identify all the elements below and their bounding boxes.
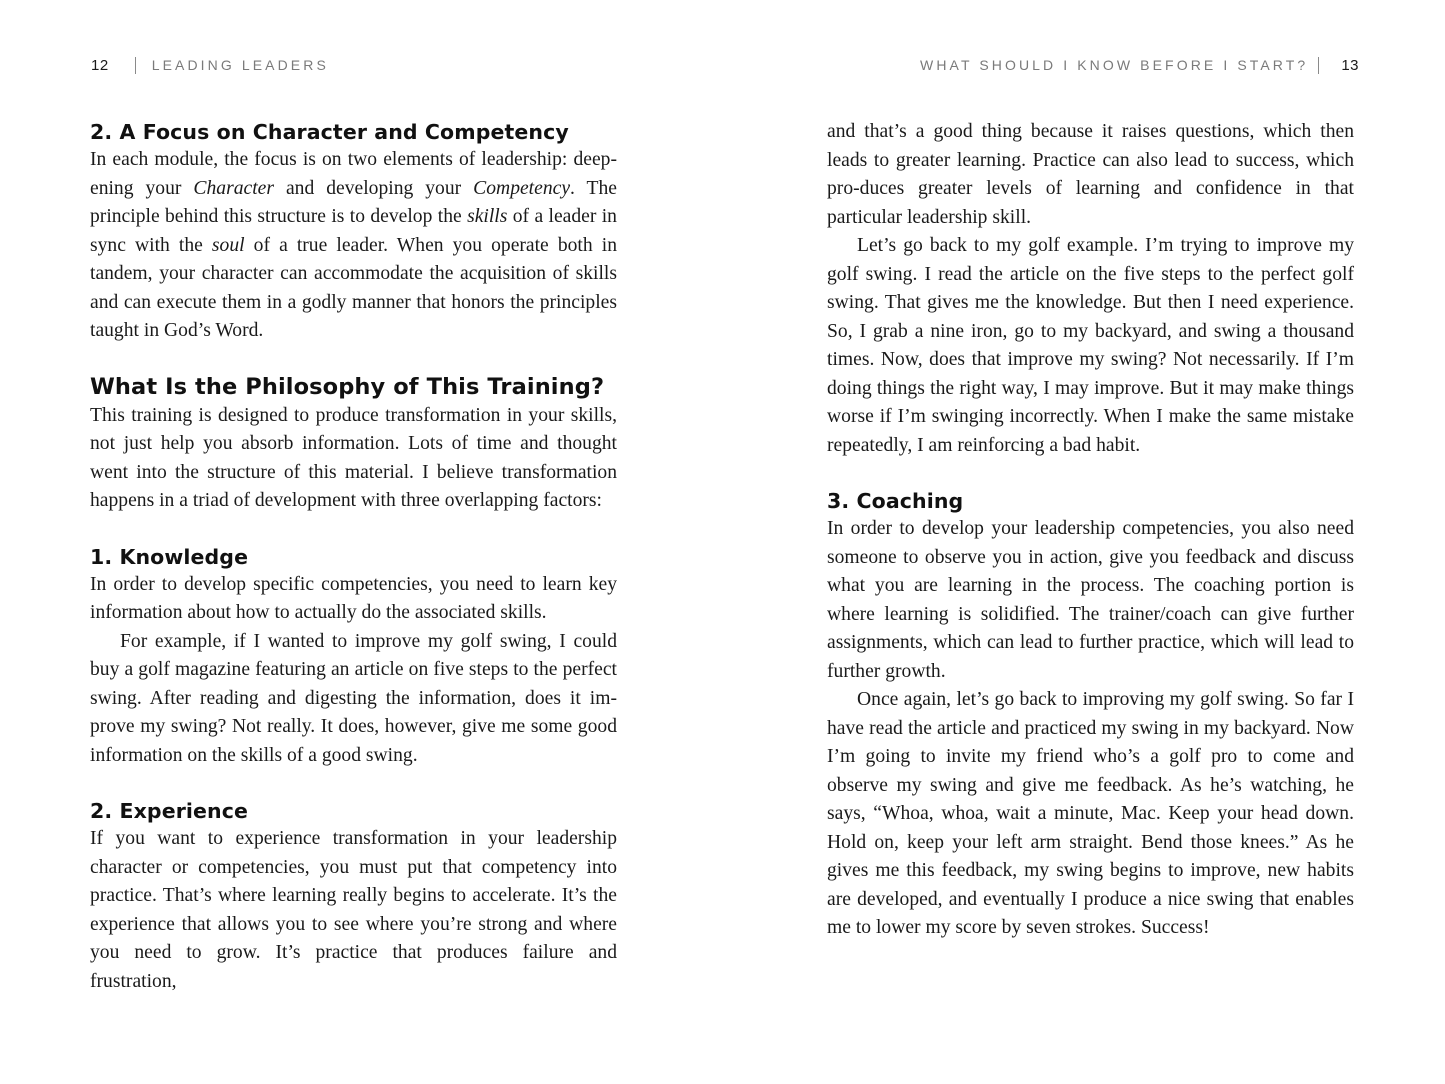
running-head-right xyxy=(920,54,1359,76)
running-head-divider xyxy=(1318,57,1319,74)
body-paragraph: and that’s a good thing because it raises questions, which then leads to greater learning. Practice can also lead to success, which pro-duces greater levels of learning and confidence in that particular leadership skill. xyxy=(827,121,1354,228)
running-head-divider xyxy=(135,57,136,74)
section-heading: 3. Coaching xyxy=(827,489,964,513)
running-head-title-left: LEADING LEADERS xyxy=(151,57,329,73)
chapter-subheading: What Is the Philosophy of This Training? xyxy=(90,373,605,400)
body-paragraph: Once again, let’s go back to improving my golf swing. So far I have read the article and practiced my swing in my backyard. Now I’m going to invite my friend who’s a golf pro to come and observe my swing and give me feedback. As he’s watching, he says, “Whoa, whoa, wait a minute, Mac. Keep your head down. Hold on, keep your left arm straight. Bend those knees.” As he gives me this feedback, my swing begins to improve, new habits are developed, and eventually I produce a nice swing that enables me to lower my score by seven strokes. Success! xyxy=(827,689,1354,938)
character-competency-paragraph: In each module, the focus is on two elements of leadership: deep-ening your Character and developing your Competency. The principle behind this structure is to develop the skills of a leader in sync with the soul of a true leader. When you operate both in tandem, your character can accommodate the acquisition of skills and can execute them in a godly manner that honors the principles taught in God’s Word. xyxy=(90,149,618,341)
body-paragraph: For example, if I wanted to improve my golf swing, I could buy a golf magazine featuring an article on five steps to the perfect swing. After reading and digesting the information, does it im-prove my swing? Not really. It does, however, give me some good information on the skills of a good swing. xyxy=(90,630,617,766)
body-paragraph: In order to develop specific competencies, you need to learn key information about how to actually do the associated skills. xyxy=(90,573,617,623)
body-paragraph: Let’s go back to my golf example. I’m trying to improve my golf swing. I read the article on the five steps to the perfect golf swing. That gives me the knowledge. But then I need experience. So, I grab a nine iron, go to my backyard, and swing a thousand times. Now, does that improve my swing? Not necessarily. If I’m doing things the right way, I may improve. But it may make things worse if I’m swinging incorrectly. When I make the same mistake repeatedly, I am reinforcing a bad habit. xyxy=(827,235,1354,456)
body-paragraph: This training is designed to produce transformation in your skills, not just help you absorb information. Lots of time and thought went into the structure of this material. I believe transformation happens in a triad of development with three overlapping factors: xyxy=(90,404,617,511)
section-heading: 2. A Focus on Character and Competency xyxy=(90,120,569,144)
right-text-column xyxy=(827,118,1354,943)
running-head-title-right: WHAT SHOULD I KNOW BEFORE I START? xyxy=(920,57,1309,73)
left-page xyxy=(0,0,722,1084)
body-paragraph: In order to develop your leadership competencies, you also need someone to observe you in action, give you feedback and discuss what you are learning in the process. The coaching portion is where learning is solidified. The trainer/coach can give further assignments, which can lead to further practice, which will lead to further growth. xyxy=(827,518,1354,682)
section-heading: 2. Experience xyxy=(90,799,248,823)
page-number-left: 12 xyxy=(91,56,109,74)
page-number-right: 13 xyxy=(1341,56,1359,74)
running-head-left xyxy=(91,54,329,76)
body-paragraph: If you want to experience transformation in your leadership character or competencies, you must put that competency into practice. That’s where learning really begins to accelerate. It’s the experience that allows you to see where you’re strong and where you need to grow. It’s practice that produces failure and frustration, xyxy=(90,828,617,992)
left-text-column xyxy=(90,118,617,996)
right-page xyxy=(722,0,1445,1084)
section-heading: 1. Knowledge xyxy=(90,544,249,569)
